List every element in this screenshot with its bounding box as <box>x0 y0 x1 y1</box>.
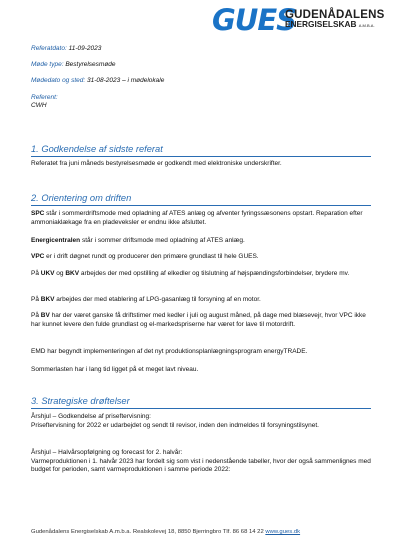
paragraph-title: Årshjul – Godkendelse af priseftervisning: <box>31 413 151 420</box>
meta-label: Møde type: <box>31 61 64 68</box>
section-rule-3 <box>31 408 371 409</box>
paragraph-energicentralen <box>31 237 376 246</box>
page-footer <box>31 529 300 535</box>
paragraph-sommerlast: Sommerlasten har i lang tid ligget på et meget lavt niveau. <box>31 366 199 373</box>
paragraph-text: har der været ganske få driftstimer med kedler i juli og august måned, på dage med blæsevejr, hvor VPC ikke har kunnet levere den fulde grundlast og el-markedspriserne har været for lave til motordrift. <box>31 312 366 328</box>
bold-term: Energicentralen <box>31 237 81 244</box>
paragraph-text: og <box>54 270 66 277</box>
meta-referatdato <box>31 45 101 53</box>
logo-name-line1: GUDENÅDALENS <box>285 9 385 21</box>
paragraph-text: Priseftervisning for 2022 er udarbejdet og sendt til revisor, inden den indmeldes til forsyningstilsynet. <box>31 421 319 429</box>
meta-value: Bestyrelsesmøde <box>65 61 116 68</box>
bold-term: UKV <box>40 270 55 277</box>
paragraph-s1-p1: Referatet fra juni måneds bestyrelsesmøde er godkendt med elektroniske underskrifter. <box>31 160 282 167</box>
paragraph-text: På <box>31 312 41 319</box>
paragraph-text: arbejdes der med opstilling af elkedler og tilslutning af højspændingsforbindelser, brydere mv. <box>79 270 350 277</box>
paragraph-text: arbejdes der med etablering af LPG-gasanlæg til forsyning af en motor. <box>54 296 261 303</box>
paragraph-text: På <box>31 296 41 303</box>
footer-website-link[interactable]: www.gues.dk <box>265 529 301 535</box>
section-rule-2 <box>31 205 371 206</box>
meta-label: Referent: <box>31 94 58 101</box>
paragraph-bv <box>31 312 376 329</box>
bold-term: BKV <box>65 270 80 277</box>
paragraph-vpc <box>31 253 376 262</box>
section-heading-2: 2. Orientering om driften <box>31 193 132 203</box>
paragraph-text: På <box>31 270 41 277</box>
meta-referent-value <box>31 102 47 110</box>
logo-suffix: A.M.B.A. <box>358 23 375 28</box>
bold-term: VPC <box>31 253 45 260</box>
paragraph-priseftervisning <box>31 413 376 430</box>
paragraph-text: står i sommerdriftsmode med opladning af ATES anlæg og afventer fyringssæsonens opstart. Reparation efter ammoniaklækage fra en pladeveksler er endnu ikke afsluttet. <box>31 210 363 226</box>
logo-name-line2-text: ENERGISELSKAB <box>285 19 357 29</box>
logo-name-line2 <box>285 20 375 30</box>
paragraph-text: er i drift døgnet rundt og producerer den primære grundlast til hele GUES. <box>44 253 259 260</box>
paragraph-text: Varmeproduktionen i 1. halvår 2023 har fordelt sig som vist i nedenstående tabeller, hvor der også sammenlignes med budget for perioden, samt varmeproduktionen i samme periode 2022: <box>31 457 371 474</box>
meta-referent-label <box>31 94 58 102</box>
meta-modedato <box>31 77 164 85</box>
meta-value: 11-09-2023 <box>68 45 102 52</box>
meta-value: 31-08-2023 – i mødelokale <box>87 77 165 84</box>
footer-address: Gudenådalens Energiselskab A.m.b.a. Realskolevej 18, 8850 Bjerringbro Tlf. 86 68 14 22 <box>31 529 264 535</box>
section-heading-1: 1. Godkendelse af sidste referat <box>31 144 163 154</box>
bold-term: BV <box>40 312 50 319</box>
bold-term: SPC <box>31 210 45 217</box>
paragraph-ukv-bkv <box>31 270 376 279</box>
paragraph-spc <box>31 210 376 227</box>
paragraph-emd: EMD har begyndt implementeringen af det nyt produktionsplanlægningsprogram energyTRADE. <box>31 348 308 355</box>
meta-label: Mødedato og sted: <box>31 77 86 84</box>
meta-value: CWH <box>31 102 47 109</box>
meta-label: Referatdato: <box>31 45 67 52</box>
bold-term: BKV <box>40 296 55 303</box>
paragraph-text: står i sommer driftsmode med opladning af ATES anlæg. <box>80 237 245 244</box>
meta-modetype <box>31 61 116 69</box>
paragraph-title: Årshjul – Halvårsopfølgning og forecast for 2. halvår: <box>31 449 183 456</box>
company-logo <box>212 3 390 37</box>
paragraph-halvaarsopfoelgning <box>31 449 376 475</box>
section-heading-3: 3. Strategiske drøftelser <box>31 396 130 406</box>
section-rule-1 <box>31 156 371 157</box>
logo-mark: GUES <box>212 3 297 37</box>
paragraph-bkv <box>31 296 376 305</box>
